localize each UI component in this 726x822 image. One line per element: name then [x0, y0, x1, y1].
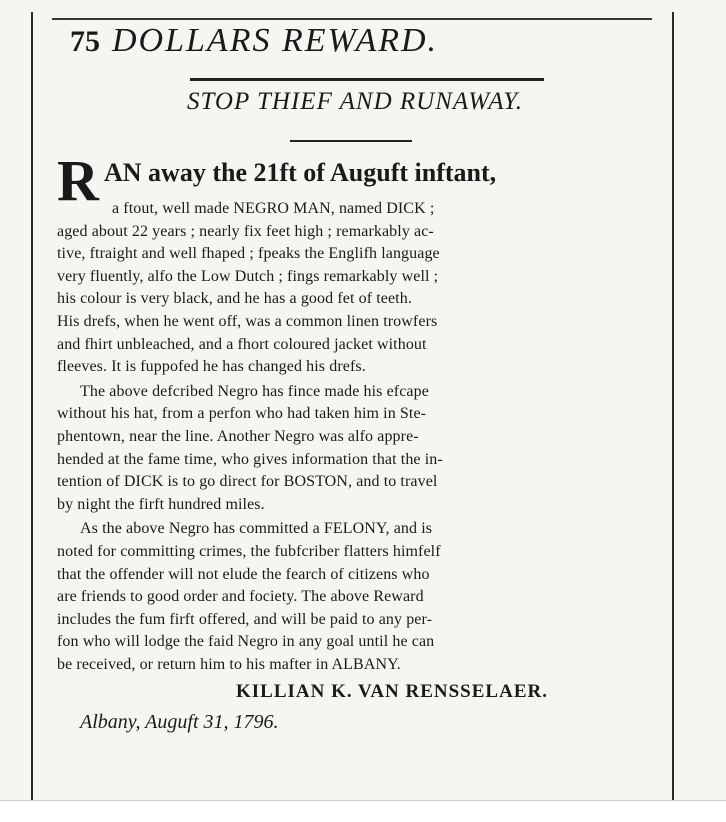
text-line: fleeves. It is fuppofed he has changed his drefs.	[57, 358, 366, 376]
text-line: His drefs, when he went off, was a common linen trowfers	[57, 313, 438, 330]
column-rule-right	[672, 12, 674, 802]
text-line: be received, or return him to his mafter in ALBANY.	[57, 656, 401, 673]
signature: KILLIAN K. VAN RENSSELAER.	[236, 680, 548, 702]
text-line: fon who will lodge the faid Negro in any goal until he can	[57, 633, 435, 651]
text-line: phentown, near the line. Another Negro was alfo appre-	[57, 428, 419, 445]
top-rule	[52, 18, 652, 20]
drop-cap: R	[57, 148, 99, 213]
text-line: are friends to good order and fociety. The above Reward	[57, 588, 424, 606]
text-line: tive, ftraight and well fhaped ; fpeaks the Englifh language	[57, 245, 440, 263]
dateline: Albany, Auguft 31, 1796.	[80, 710, 279, 733]
text-line: hended at the fame time, who gives information that the in-	[57, 450, 443, 468]
text-line: noted for committing crimes, the fubfcriber flatters himfelf	[57, 543, 441, 560]
lead-line: AN away the 21ft of Auguft inftant,	[104, 158, 497, 187]
text-line: As the above Negro has committed a FELONY, and is	[80, 520, 433, 538]
text-line: includes the fum firft offered, and will be paid to any per-	[57, 610, 433, 628]
image-bottom-band	[0, 800, 726, 822]
reward-amount: 75	[70, 25, 100, 58]
headline	[70, 22, 650, 74]
column-rule-left	[31, 12, 33, 802]
text-line: and fhirt unbleached, and a fhort coloured jacket without	[57, 335, 427, 353]
text-line: his colour is very black, and he has a good fet of teeth.	[57, 290, 412, 308]
text-line: that the offender will not elude the fearch of citizens who	[57, 565, 430, 583]
subheadline: STOP THIEF AND RUNAWAY.	[186, 88, 524, 115]
divider-rule-short	[290, 140, 412, 142]
text-line: aged about 22 years ; nearly fix feet high ; remarkably ac-	[57, 222, 434, 240]
text-line: tention of DICK is to go direct for BOSTON, and to travel	[57, 473, 438, 491]
text-line: a ftout, well made NEGRO MAN, named DICK ;	[112, 200, 435, 217]
text-line: without his hat, from a perfon who had taken him in Ste-	[57, 405, 427, 423]
text-line: by night the firft hundred miles.	[57, 495, 265, 513]
text-line: very fluently, alfo the Low Dutch ; fings remarkably well ;	[57, 267, 439, 285]
divider-rule	[190, 78, 544, 81]
text-line: The above defcribed Negro has fince made his efcape	[80, 382, 429, 400]
headline-title: DOLLARS REWARD.	[112, 22, 439, 59]
